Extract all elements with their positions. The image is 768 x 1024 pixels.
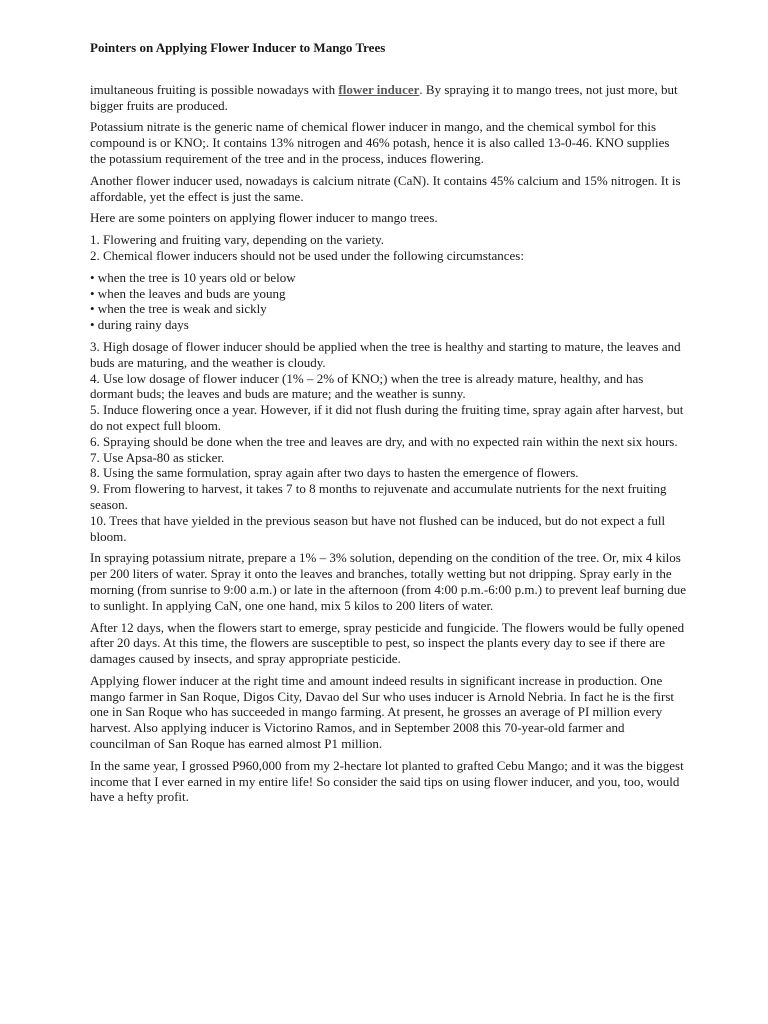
closing-paragraph: In the same year, I grossed P960,000 from my 2-hectare lot planted to grafted Cebu Mango; and it was the biggest income that I ever earned in my entire life! So consider the said tips on using flower inducer, and you, too, would have a hefty profit.	[90, 757, 684, 805]
intro-text-after: . By spraying it to mango trees, not just more, but bigger fruits are produced.	[90, 81, 678, 113]
bullet-item: • when the tree is 10 years old or below	[90, 269, 296, 285]
bullet-item: • when the leaves and buds are young	[90, 285, 286, 301]
potassium-nitrate-paragraph: Potassium nitrate is the generic name of chemical flower inducer in mango, and the chemical symbol for this compound is or KNO;. It contains 13% nitrogen and 46% potash, hence it is also called 13-0-46. KNO supplies the potassium requirement of the tree and in the process, induces flowering.	[90, 119, 670, 166]
spraying-paragraph: In spraying potassium nitrate, prepare a 1% – 3% solution, depending on the condition of the tree. Or, mix 4 kilos per 200 liters of water. Spray it onto the leaves and branches, totally wetting but not dripping. Spray early in the morning (from sunrise to 9:00 a.m.) or late in the afternoon (from 4:00 p.m.-6:00 p.m.) to prevent leaf burning due to sunlight. In applying CaN, one one hand, mix 5 kilos to 200 liters of water.	[90, 550, 687, 613]
list-item: 2. Chemical flower inducers should not be used under the following circumstances:	[90, 247, 524, 263]
list-item: 3. High dosage of flower inducer should be applied when the tree is healthy and starting to mature, the leaves and buds are maturing, and the weather is cloudy.	[90, 338, 681, 370]
list-item: 9. From flowering to harvest, it takes 7 to 8 months to rejuvenate and accumulate nutrients for the next fruiting season.	[90, 481, 667, 512]
list-item: 10. Trees that have yielded in the previous season but have not flushed can be induced, but do not expect a full bloom.	[90, 512, 666, 544]
pointers-intro-paragraph: Here are some pointers on applying flower inducer to mango trees.	[90, 210, 438, 226]
list-item: 6. Spraying should be done when the tree and leaves are dry, and with no expected rain within the next six hours.	[90, 433, 678, 449]
farmer-paragraph: Applying flower inducer at the right time and amount indeed results in significant increase in production. One mango farmer in San Roque, Digos City, Davao del Sur who uses inducer is Arnold Nebria. In fact he is the first one in San Roque who has succeeded in mango farming. At present, he grosses an average of PI million every harvest. Also applying inducer is Victorino Ramos, and in September 2008 this 70-year-old farmer and councilman of San Roque has earned almost P1 million.	[90, 672, 675, 752]
calcium-nitrate-paragraph: Another flower inducer used, nowadays is calcium nitrate (CaN). It contains 45% calcium and 15% nitrogen. It is affordable, yet the effect is just the same.	[90, 172, 681, 204]
pest-paragraph: After 12 days, when the flowers start to emerge, spray pesticide and fungicide. The flowers would be fully opened after 20 days. At this time, the flowers are susceptible to pest, so inspect the plants every day to see if there are damages caused by insects, and spray appropriate pesticide.	[90, 619, 685, 667]
bullet-item: • when the tree is weak and sickly	[90, 301, 267, 317]
bullet-item: • during rainy days	[90, 317, 189, 333]
circumstances-bullet-list	[90, 270, 688, 333]
pointers-list-a	[90, 232, 688, 264]
list-item: 1. Flowering and fruiting vary, depending on the variety.	[90, 232, 384, 248]
list-item: 5. Induce flowering once a year. However, if it did not flush during the fruiting time, spray again after harvest, but do not expect full bloom.	[90, 402, 684, 433]
page-title: Pointers on Applying Flower Inducer to Mango Trees	[90, 40, 386, 55]
list-item: 7. Use Apsa-80 as sticker.	[90, 449, 225, 465]
list-item: 4. Use low dosage of flower inducer (1% – 2% of KNO;) when the tree is already mature, healthy, and has dormant buds; the leaves and buds are mature; and the weather is sunny.	[90, 370, 644, 402]
intro-text-before: imultaneous fruiting is possible nowadays with	[90, 81, 339, 97]
document-page	[90, 40, 688, 811]
list-item: 8. Using the same formulation, spray again after two days to hasten the emergence of flowers.	[90, 465, 579, 481]
pointers-list-b	[90, 339, 688, 544]
flower-inducer-link[interactable]: flower inducer	[338, 81, 420, 97]
intro-paragraph	[90, 82, 688, 114]
